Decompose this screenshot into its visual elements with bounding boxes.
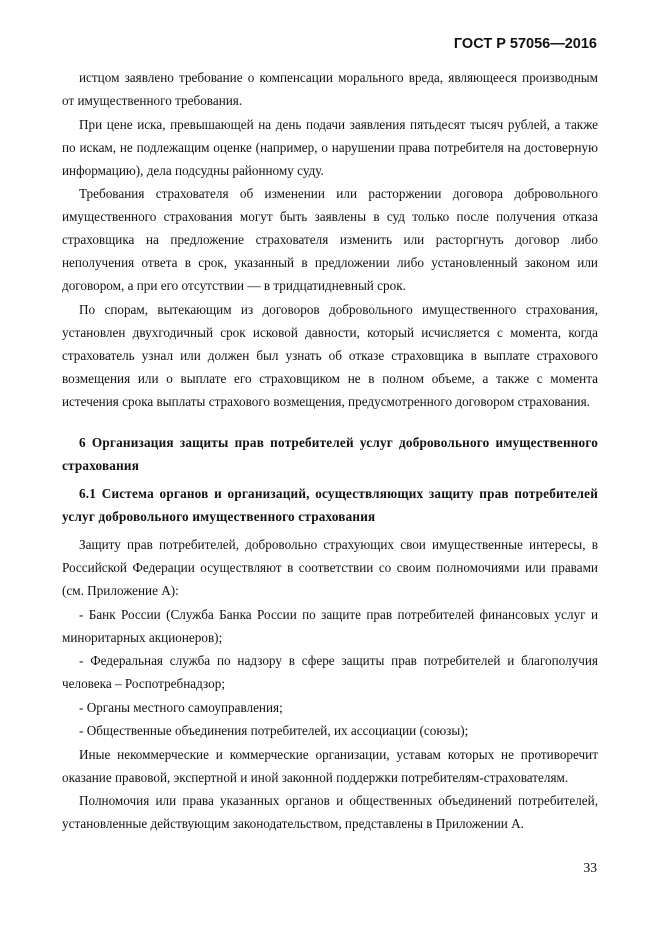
paragraph: Защиту прав потребителей, добровольно страхующих свои имущественные интересы, в Российской Федерации осуществляют в соответствии со своим полномочиями или правами (см. Приложение А): (62, 537, 598, 598)
list-item: - Органы местного самоуправления; (79, 699, 283, 715)
paragraph: По спорам, вытекающим из договоров добровольного имущественного страхования, установлен двухгодичный срок исковой давности, который исчисляется с момента, когда страхователь узнал или должен был узнать об отказе страховщика в выплате страхового возмещения или о выплате его страховщиком не в полном объеме, а также с момента истечения срока выплаты страхового возмещения, предусмотренного договором страхования. (62, 301, 598, 409)
document-header: ГОСТ Р 57056—2016 (453, 36, 597, 52)
paragraph: Иные некоммерческие и коммерческие организации, уставам которых не противоречит оказание правовой, экспертной и иной законной поддержки потребителям-страхователям. (62, 746, 598, 785)
spacer (62, 413, 598, 431)
paragraph: Полномочия или права указанных органов и общественных объединений потребителей, установленные действующим законодательством, представлены в Приложении А. (62, 793, 598, 831)
paragraph: Требования страхователя об изменении или расторжении договора добровольного имущественного страхования могут быть заявлены в суд только после получения отказа страховщика на предложение страхователя изменить или расторгнуть договор либо неполучения ответа в срок, указанный в предложении либо установленный законом или договором, а при его отсутствии — в тридцатидневный срок. (62, 186, 598, 293)
page-number: 33 (583, 860, 597, 875)
section-heading: 6 Организация защиты прав потребителей услуг добровольного имущественного страхования (62, 435, 598, 473)
list-item: - Общественные объединения потребителей, их ассоциации (союзы); (79, 723, 469, 738)
document-body (62, 66, 598, 836)
paragraph: При цене иска, превышающей на день подачи заявления пятьдесят тысяч рублей, а также по искам, не подлежащим оценке (например, о нарушении права потребителя на достоверную информацию), дела подсудны районному суду. (62, 116, 598, 178)
list-item: - Банк России (Служба Банка России по защите прав потребителей финансовых услуг и миноритарных акционеров); (62, 606, 598, 645)
list-item: - Федеральная служба по надзору в сфере защиты прав потребителей и благополучия человека – Роспотребнадзор; (62, 653, 598, 691)
paragraph: истцом заявлено требование о компенсации морального вреда, являющееся производным от имущественного требования. (62, 70, 598, 108)
subsection-heading: 6.1 Система органов и организаций, осуществляющих защиту прав потребителей услуг добровольного имущественного страхования (62, 486, 598, 524)
